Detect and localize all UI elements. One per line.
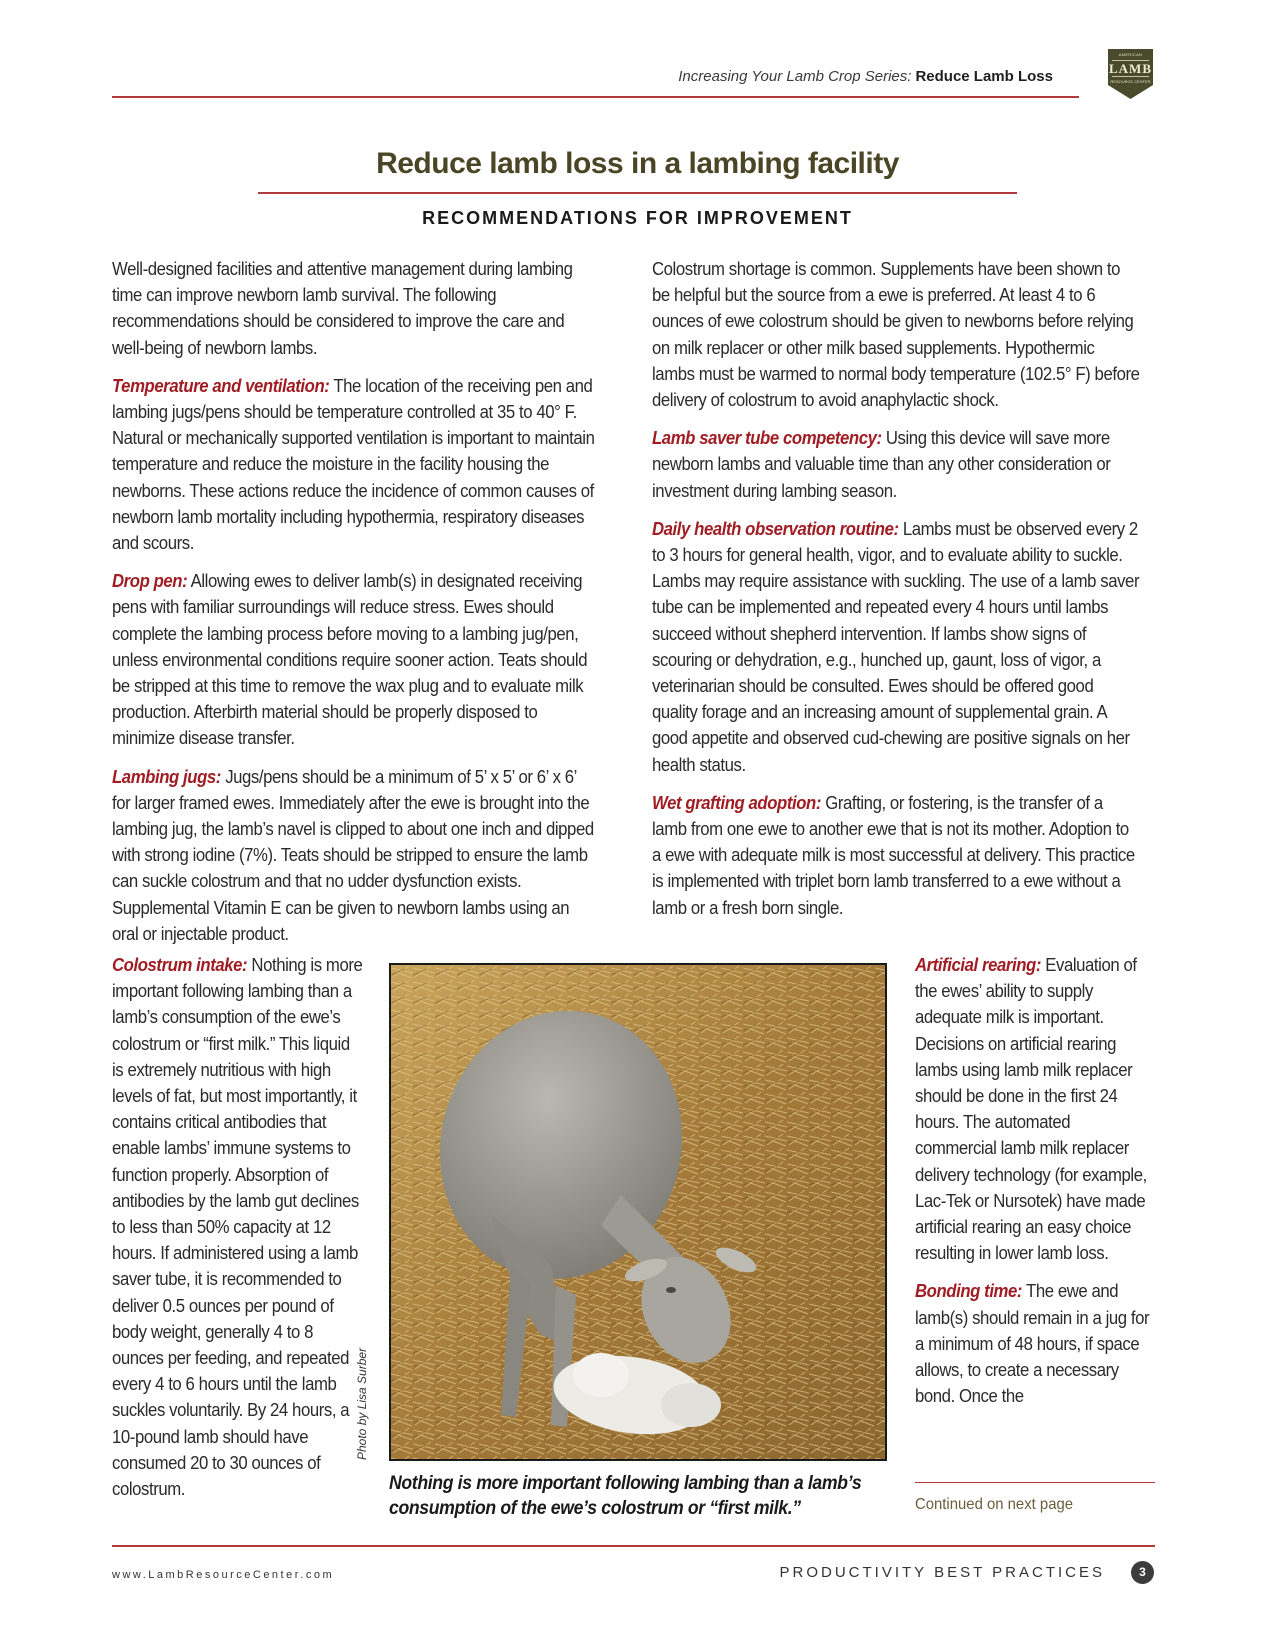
wet-grafting-paragraph <box>652 790 1140 921</box>
bonding-time-text: The ewe and lamb(s) should remain in a jug for a minimum of 48 hours, if space allows, to create a necessary bond. Once the <box>915 1281 1150 1407</box>
badge-small-bottom: RESOURCE CENTER <box>1110 79 1151 84</box>
lambing-jugs-text: Jugs/pens should be a minimum of 5’ x 5’ or 6’ x 6’ for larger framed ewes. Immediately after the ewe is brought into the lambing jug, the lamb’s navel is clipped to about one inch and dipped with strong iodine (7%). Teats should be stripped to ensure the lamb can suckle colostrum and that no udder dysfunction exists. Supplemental Vitamin E can be given to newborn lambs using an oral or injectable product. <box>112 766 594 944</box>
bonding-time-paragraph <box>915 1278 1149 1409</box>
temperature-text: The location of the receiving pen and lambing jugs/pens should be temperature controlled at 35 to 40° F. Natural or mechanically supported ventilation is important to maintain temperature and reduce the moisture in the facility housing the newborns. These actions reduce the incidence of common causes of newborn lamb mortality including hypothermia, respiratory diseases and scours. <box>112 375 595 554</box>
artificial-rearing-paragraph <box>915 952 1149 1266</box>
right-column <box>652 256 1140 933</box>
badge-text: LAMB <box>1109 61 1152 76</box>
continued-link: Continued on next page <box>915 1496 1074 1513</box>
page-subtitle: RECOMMENDATIONS FOR IMPROVEMENT <box>422 208 853 228</box>
page-title: Reduce lamb loss in a lambing facility <box>376 147 899 180</box>
series-label: Increasing Your Lamb Crop Series: <box>678 68 912 85</box>
left-column <box>112 256 596 959</box>
colostrum-intake-text: Nothing is more important following lambing than a lamb’s consumption of the ewe’s colostrum or “first milk.” This liquid is extremely nutritious with high levels of fat, but most importantly, it contains critical antibodies that enable lambs’ immune systems to function properly. Absorption of antibodies by the lamb gut declines to less than 50% capacity at 12 hours. If administered using a lamb saver tube, it is recommended to deliver 0.5 ounces per pound of body weight, generally 4 to 8 ounces per feeding, and repeated every 4 to 6 hours until the lamb suckles voluntarily. By 24 hours, a 10-pound lamb should have consumed 20 to 30 ounces of colostrum. <box>112 955 363 1500</box>
series-header <box>678 68 1053 85</box>
colostrum-intake-paragraph <box>112 952 363 1502</box>
daily-health-paragraph <box>652 516 1140 778</box>
daily-health-lead: Daily health observation routine: <box>652 518 899 539</box>
series-title: Reduce Lamb Loss <box>915 68 1053 85</box>
footer-website: www.LambResourceCenter.com <box>112 1569 335 1581</box>
title-rule <box>258 192 1017 194</box>
artificial-rearing-lead: Artificial rearing: <box>915 955 1042 975</box>
drop-pen-lead: Drop pen: <box>112 571 188 592</box>
intro-paragraph: Well-designed facilities and attentive management during lambing time can improve newborn lamb survival. The following recommendations should be considered to improve the care and well-being of newborn lambs. <box>112 259 573 358</box>
ewe-lamb-illustration <box>391 965 885 1459</box>
header-rule <box>112 96 1079 98</box>
wet-grafting-lead: Wet grafting adoption: <box>652 792 822 813</box>
temperature-lead: Temperature and ventilation: <box>112 375 330 396</box>
page-number: 3 <box>1131 1561 1154 1584</box>
footer-rule <box>112 1545 1155 1547</box>
ewe-and-lamb-photo <box>389 963 887 1461</box>
photo-credit: Photo by Lisa Surber <box>355 1347 369 1460</box>
bonding-time-lead: Bonding time: <box>915 1281 1023 1302</box>
daily-health-text: Lambs must be observed every 2 to 3 hours for general health, vigor, and to evaluate ability to suckle. Lambs may require assistance with suckling. The use of a lamb saver tube can be implemented and repeated every 4 hours until lambs succeed without shepherd intervention. If lambs show signs of scouring or dehydration, e.g., hunched up, gaunt, loss of vigor, a veterinarian should be consulted. Ewes should be offered good quality forage and an increasing amount of supplemental grain. A good appetite and observed cud-chewing are positive signals on her health status. <box>652 518 1140 775</box>
wet-grafting-text: Grafting, or fostering, is the transfer of a lamb from one ewe to another ewe that is not its mother. Adoption to a ewe with adequate milk is most successful at delivery. This practice is implemented with triplet born lamb transferred to a ewe without a lamb or a fresh born single. <box>652 792 1135 918</box>
lamb-saver-lead: Lamb saver tube competency: <box>652 428 882 449</box>
continued-rule <box>915 1482 1155 1483</box>
artificial-rearing-text: Evaluation of the ewes’ ability to supply adequate milk is important. Decisions on artificial rearing lambs using lamb milk replacer should be done in the first 24 hours. The automated commercial lamb milk replacer delivery technology (for example, Lac-Tek or Nursotek) have made artificial rearing an easy choice resulting in lower lamb loss. <box>915 955 1147 1264</box>
drop-pen-paragraph <box>112 568 596 751</box>
lambing-jugs-paragraph <box>112 764 596 947</box>
temperature-paragraph <box>112 373 596 556</box>
colostrum-intake-lead: Colostrum intake: <box>112 955 248 975</box>
lambing-jugs-lead: Lambing jugs: <box>112 766 221 787</box>
badge-small-top: AMERICAN <box>1118 52 1143 57</box>
photo-caption: Nothing is more important following lambing than a lamb’s consumption of the ewe’s colostrum or “first milk.” <box>389 1473 862 1519</box>
footer-section: PRODUCTIVITY BEST PRACTICES <box>779 1564 1105 1581</box>
lamb-logo-badge <box>1108 49 1153 99</box>
colostrum-intake-column <box>112 952 363 1514</box>
lamb-saver-text: Using this device will save more newborn lambs and valuable time than any other consideration or investment during lambing season. <box>652 428 1111 501</box>
drop-pen-text: Allowing ewes to deliver lamb(s) in designated receiving pens with familiar surroundings will reduce stress. Ewes should complete the lambing process before moving to a lambing jug/pen, unless environmental conditions require sooner action. Teats should be stripped at this time to remove the wax plug and to evaluate milk production. Afterbirth material should be properly disposed to minimize disease transfer. <box>112 571 588 749</box>
lamb-saver-paragraph <box>652 425 1140 504</box>
artificial-rearing-column <box>915 952 1149 1421</box>
colostrum-shortage-paragraph: Colostrum shortage is common. Supplements have been shown to be helpful but the source from a ewe is preferred. At least 4 to 6 ounces of ewe colostrum should be given to newborns before relying on milk replacer or other milk based supplements. Hypothermic lambs must be warmed to normal body temperature (102.5° F) before delivery of colostrum to avoid anaphylactic shock. <box>652 259 1140 411</box>
